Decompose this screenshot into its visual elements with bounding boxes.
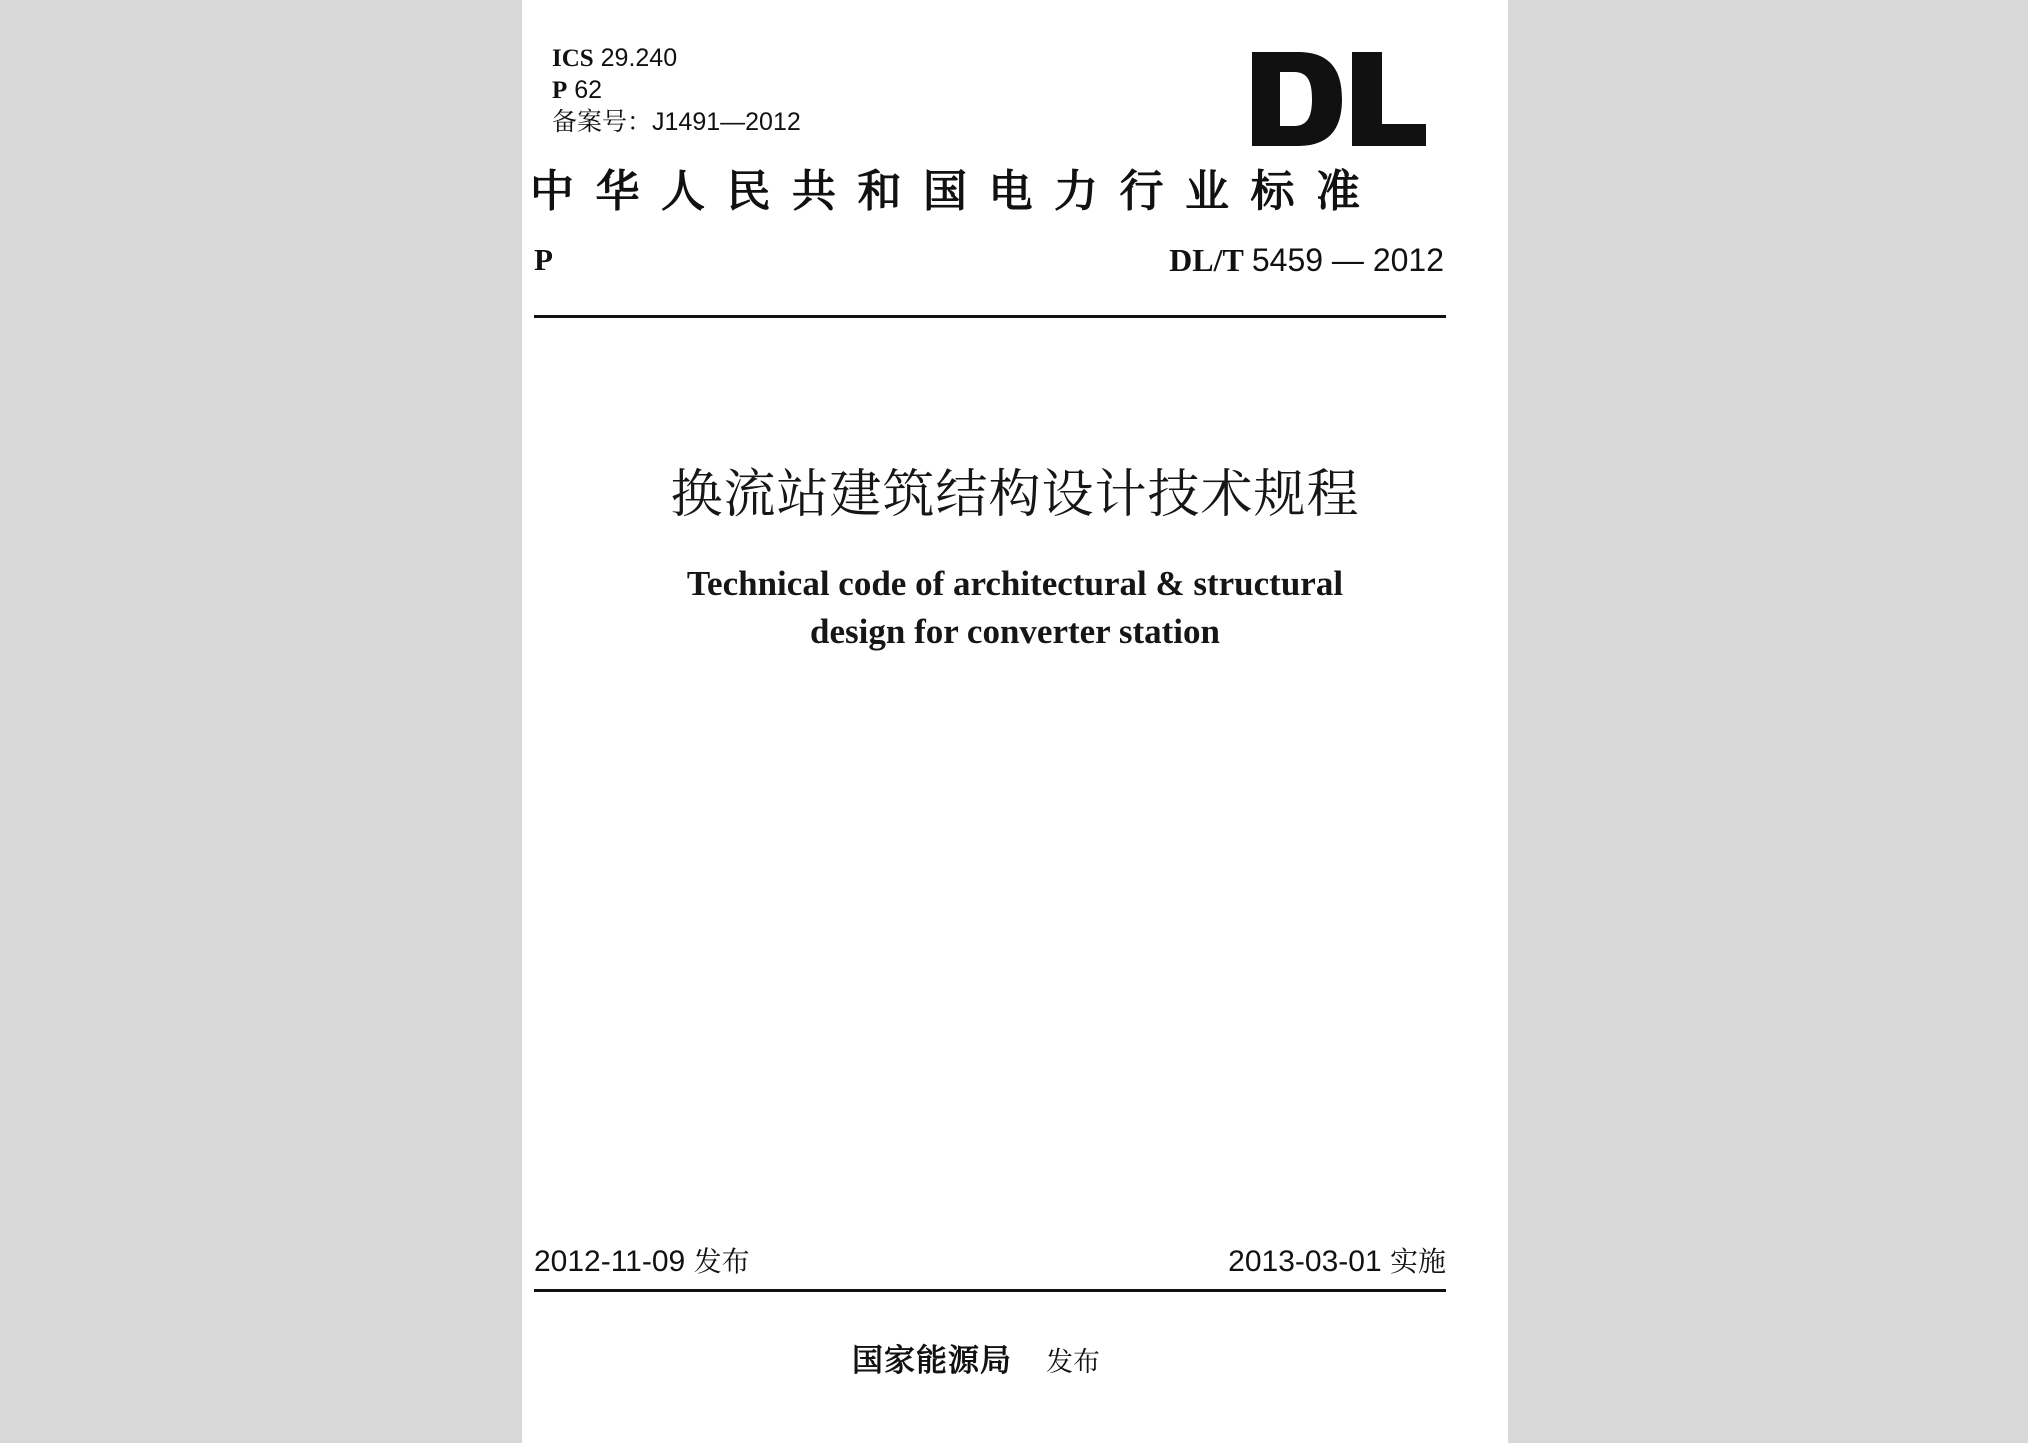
publisher (852, 1340, 1100, 1384)
ics-code: 29.240 (600, 44, 678, 72)
bottom-rule (534, 1289, 1446, 1292)
ics-line (552, 42, 677, 75)
publisher-action: 发布 (1046, 1347, 1100, 1378)
standard-number (1169, 240, 1444, 280)
standard-name: 中华人民共和国电力行业标准 (530, 166, 1382, 217)
class-line (552, 74, 602, 107)
issue-date-suffix: 发布 (693, 1245, 750, 1278)
title-english-line-1: Technical code of architectural & structural (686, 564, 1344, 603)
publisher-name: 国家能源局 (852, 1343, 1012, 1379)
implementation-date (1228, 1242, 1446, 1282)
filing-label: 备案号： (552, 108, 653, 136)
dl-logo (1250, 52, 1426, 146)
class-label: P (552, 77, 568, 104)
top-rule (534, 315, 1446, 318)
class-code: 62 (574, 76, 603, 104)
filing-line (552, 106, 801, 138)
cover-page (522, 0, 1508, 1443)
category-code: P (534, 242, 553, 277)
title-english-line-2: design for converter station (810, 612, 1220, 651)
implementation-date-value: 2013-03-01 (1228, 1245, 1382, 1278)
implementation-date-suffix: 实施 (1389, 1245, 1446, 1278)
standard-number-prefix: DL/T (1169, 242, 1244, 278)
filing-number: J1491—2012 (652, 108, 801, 136)
standard-number-value: 5459 — 2012 (1251, 242, 1444, 278)
issue-date (534, 1242, 750, 1282)
ics-label: ICS (552, 45, 594, 72)
title-chinese: 换流站建筑结构设计技术规程 (670, 465, 1360, 525)
issue-date-value: 2012-11-09 (534, 1245, 686, 1278)
